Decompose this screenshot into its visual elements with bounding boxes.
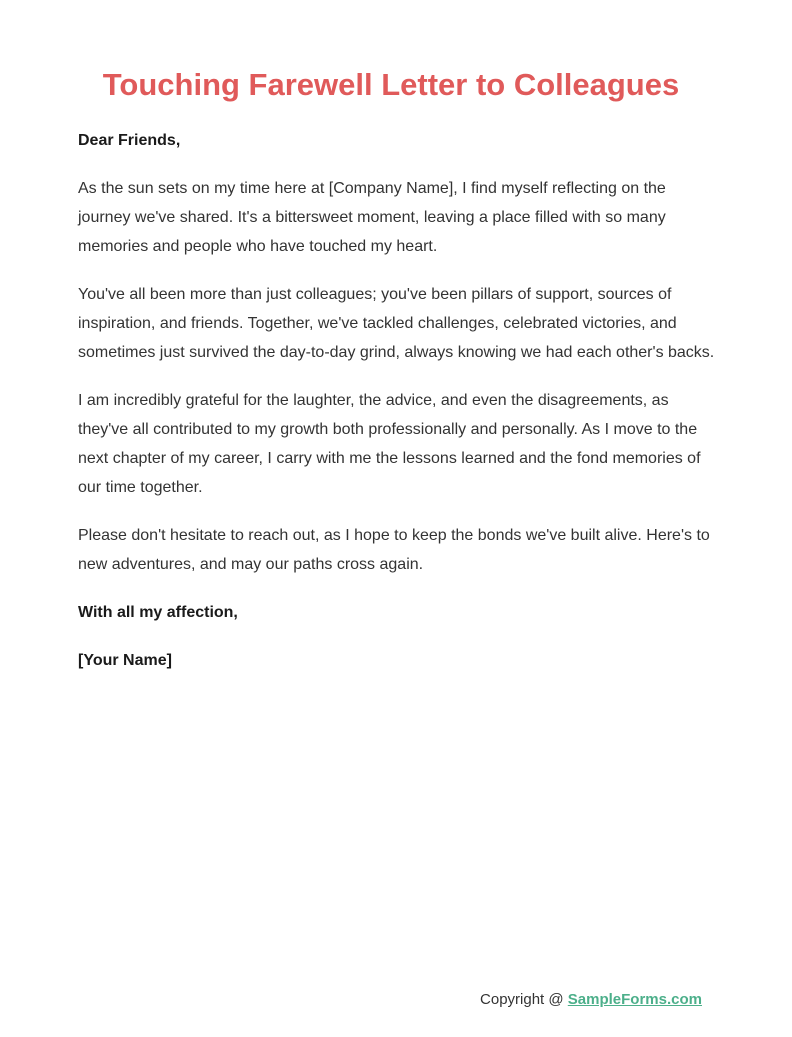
copyright-text: Copyright @ bbox=[480, 991, 568, 1008]
copyright-footer bbox=[480, 988, 702, 1012]
signature: [Your Name] bbox=[78, 652, 172, 669]
letter-body bbox=[78, 126, 718, 694]
paragraph-4: Please don't hesitate to reach out, as I hope to keep the bonds we've built alive. Here's to new adventures, and may our paths cross again. bbox=[78, 527, 710, 573]
page-title: Touching Farewell Letter to Colleagues bbox=[102, 67, 680, 102]
paragraph-2: You've all been more than just colleagues; you've been pillars of support, sources of inspiration, and friends. Together, we've tackled challenges, celebrated victories, and sometimes just survived the day-to-day grind, always knowing we had each other's backs. bbox=[78, 286, 715, 361]
paragraph-3: I am incredibly grateful for the laughter, the advice, and even the disagreements, as they've all contributed to my growth both professionally and personally. As I move to the next chapter of my career, I carry with me the lessons learned and the fond memories of our time together. bbox=[78, 392, 701, 496]
brand-link[interactable]: SampleForms.com bbox=[567, 991, 702, 1008]
closing: With all my affection, bbox=[78, 604, 238, 621]
paragraph-1: As the sun sets on my time here at [Company Name], I find myself reflecting on the journey we've shared. It's a bittersweet moment, leaving a place filled with so many memories and people who have touched my heart. bbox=[78, 180, 666, 255]
salutation: Dear Friends, bbox=[78, 132, 181, 149]
